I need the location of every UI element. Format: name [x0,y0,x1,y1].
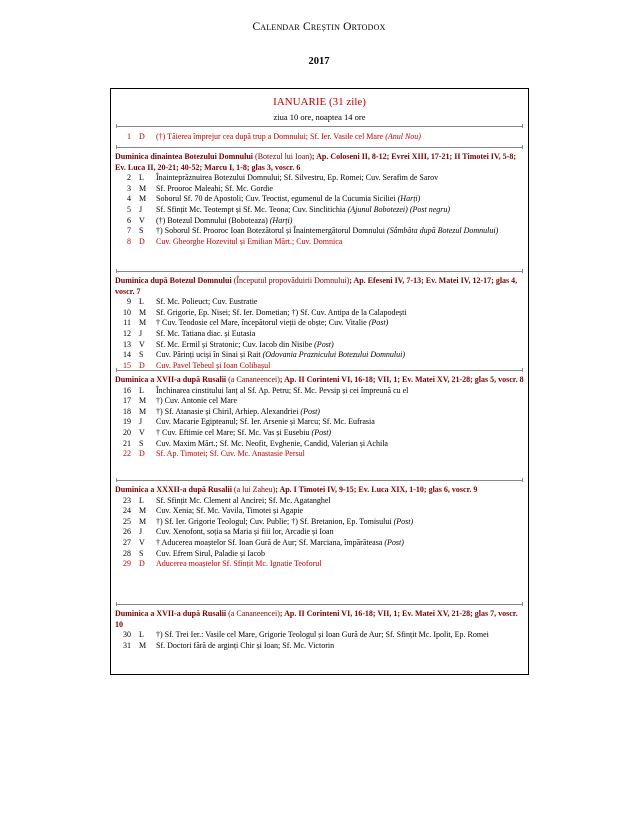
day-number: 2 [127,173,131,183]
day-row [115,173,524,184]
weekday: D [139,236,145,246]
day-number: 4 [127,194,131,204]
weekday: J [139,328,143,338]
day-text: † Cuv. Eftimie cel Mare; Sf. Mc. Vas și Eusebiu [156,427,312,437]
day-number: 15 [123,360,131,370]
day-note: (Harți) [269,215,293,225]
day-number: 13 [123,339,131,349]
day-number: 19 [123,417,131,427]
day-row [115,318,524,329]
day-note: (Post) [393,516,414,526]
day-text: (†) Tăierea împrejur cea după trup a Domnului; Sf. Ier. Vasile cel Mare [156,132,384,141]
weekday: M [139,406,147,416]
week-4 [115,485,524,570]
day-text: Sf. Prooroc Maleahi; Sf. Mc. Gordie [156,183,273,193]
day-text: †) Sf. Atanasie și Chiril, Arhiep. Alexandriei [156,406,301,416]
day-row [115,527,524,538]
weekday: V [139,215,145,225]
day-row [115,297,524,308]
day-row [115,132,524,143]
day-row [115,396,524,407]
weekday: V [139,339,145,349]
document-year: 2017 [308,56,330,67]
weekday: S [139,438,144,448]
day-note: (Anul Nou) [385,132,421,141]
day-number: 8 [127,236,131,246]
day-number: 6 [127,215,131,225]
day-number: 11 [123,318,131,328]
sunday-header: Duminica a XXXII-a după Rusalii (a lui Zaheu); Ap. I Timotei IV, 9-15; Ev. Luca XIX, 1-10; glas 6, voscr. 9 [115,485,478,494]
sunday-header: Duminica a XVII-a după Rusalii (a Cananeencei); Ap. II Corinteni VI, 16-18; VII, 1; Ev. Matei XV, 21-28; glas 7, voscr. 10 [115,609,518,629]
day-row [115,549,524,560]
day-text: Cuv. Pavel Tebeul și Ioan Colibașul [156,360,271,370]
week-3 [115,375,524,460]
weekday: S [139,226,144,236]
day-text: †) Sf. Ier. Grigorie Teologul; Cuv. Publie; †) Sf. Bretanion, Ep. Tomisului [156,516,394,526]
day-note: (Odovania Praznicului Botezului Domnului) [262,350,406,360]
day-number: 30 [123,630,131,640]
day-number: 26 [123,527,131,537]
day-text: Cuv. Efrem Sirul, Paladie și Iacob [156,548,266,558]
divider [116,480,523,481]
weekday: L [139,385,144,395]
day-number: 14 [123,350,131,360]
weekday: M [139,640,147,650]
day-text: Sf. Sfințit Mc. Clement al Ancirei; Sf. Mc. Agatanghel [156,495,331,505]
day-row [115,340,524,351]
day-row [115,226,524,237]
day-text: Aducerea moaștelor Sf. Sfințit Mc. Ignatie Teoforul [156,559,322,569]
day-row [115,559,524,570]
day-row [115,449,524,460]
day-row [115,538,524,549]
day-text: Cuv. Xenia; Sf. Mc. Vavila, Timotei și Agapie [156,506,304,516]
day-row [115,386,524,397]
weekday: M [139,516,147,526]
document-title: Calendar Creștin Ortodox [252,21,386,33]
day-note: (Post) [314,339,334,349]
day-number: 31 [123,640,131,650]
day-row [115,506,524,517]
weekday: L [139,173,144,183]
day-row [115,205,524,216]
day-number: 27 [123,537,131,547]
day-number: 12 [123,328,131,338]
day-row [115,184,524,195]
day-text: Cuv. Xenofont, soția sa Maria și fiii lor, Arcadie și Ioan [156,527,334,537]
day-number: 20 [123,427,131,437]
day-text: †) Cuv. Antonie cel Mare [156,396,238,406]
weekday: V [139,427,145,437]
day-number: 1 [127,132,131,141]
day-row [115,350,524,361]
day-text: †) Sf. Trei Ier.: Vasile cel Mare, Grigorie Teologul și Ioan Gură de Aur; Sf. Sfințit Mc. Ipolit, Ep. Romei [156,630,489,640]
month-header: IANUARIE (31 zile) [273,96,366,108]
day-number: 10 [123,307,131,317]
weekday: J [139,527,143,537]
weekday: D [139,360,145,370]
day-row [115,308,524,319]
week-5 [115,609,524,651]
divider [116,271,523,272]
day-text: Sf. Grigorie, Ep. Nisei; Sf. Ier. Dometian; †) Sf. Cuv. Antipa de la Calapodești [156,307,407,317]
day-text: (†) Botezul Domnului (Boboteaza) [156,215,270,225]
day-row-1 [115,132,524,143]
day-text: Cuv. Macarie Egipteanul; Sf. Ier. Arsenie și Marcu; Sf. Mc. Eufrasia [156,417,375,427]
sunday-header: Duminica după Botezul Domnului (Începutul propovăduirii Domnului); Ap. Efeseni IV, 7-13; Ev. Matei IV, 12-17; glas 4, voscr. 7 [115,276,518,296]
day-number: 25 [123,516,131,526]
weekday: L [139,630,144,640]
weekday: J [139,204,143,214]
day-row [115,439,524,450]
day-number: 17 [123,396,131,406]
divider [116,126,523,127]
day-number: 18 [123,406,131,416]
day-row [115,329,524,340]
divider [116,147,523,148]
weekday: M [139,194,147,204]
day-text: Sf. Doctori fără de arginți Chir și Ioan; Sf. Mc. Victorin [156,640,335,650]
day-note: (Ajunul Bobotezei) (Post negru) [347,204,451,214]
weekday: D [139,559,145,569]
day-note: (Post) [384,537,404,547]
day-number: 21 [123,438,131,448]
sunday-header: Duminica dinaintea Botezului Domnului (Botezul lui Ioan); Ap. Coloseni II, 8-12; Evrei XIII, 17-21; II Timotei IV, 5-8; Ev. Luca II, 20-21; 40-52; Marcu I, 1-8; glas 3, voscr. 6 [115,152,516,172]
day-text: Sf. Sfințit Mc. Teotempt și Sf. Mc. Teona; Cuv. Sinclitichia [156,204,348,214]
day-row [115,237,524,248]
weekday: S [139,350,144,360]
day-note: (Post) [300,406,320,416]
day-text: Cuv. Părinți uciși în Sinai și Rait [156,350,263,360]
divider [116,604,523,605]
day-text: Sf. Mc. Polieuct; Cuv. Eustratie [156,297,258,307]
weekday: D [139,449,145,459]
day-row [115,407,524,418]
day-row [115,517,524,528]
week-1 [115,152,524,247]
day-text: Înainteprăznuirea Botezului Domnului; Sf. Silvestru, Ep. Romei; Cuv. Serafim de Sarov [156,173,439,183]
day-text: Sf. Mc. Tatiana diac. și Eutasia [156,328,256,338]
day-text: Sf. Ap. Timotei; Sf. Cuv. Mc. Anastasie Persul [156,449,305,459]
weekday: D [139,132,145,141]
day-note: (Post) [311,427,332,437]
weekday: M [139,396,147,406]
day-number: 16 [123,385,131,395]
day-row [115,194,524,205]
day-number: 9 [127,297,131,307]
day-note: (Post) [368,318,389,328]
day-number: 22 [123,449,131,459]
day-text: Cuv. Maxim Mărt.; Sf. Mc. Neofit, Evghenie, Candid, Valerian și Achila [156,438,388,448]
weekday: M [139,318,147,328]
day-number: 5 [127,204,131,214]
weekday: V [139,537,145,547]
weekday: L [139,495,144,505]
divider [116,370,523,371]
day-number: 29 [123,559,131,569]
weekday: J [139,417,143,427]
day-number: 23 [123,495,131,505]
day-text: Cuv. Gheorghe Hozevitul și Emilian Mărt.; Cuv. Domnica [156,236,343,246]
day-text: Sf. Mc. Ermil și Stratonic; Cuv. Iacob din Nisibe [156,339,315,349]
day-note: (Harți) [397,194,421,204]
sunday-header: Duminica a XVII-a după Rusalii (a Cananeencei); Ap. II Corinteni VI, 16-18; VII, 1; Ev. Matei XV, 21-28; glas 5, voscr. 8 [115,375,524,384]
day-text: †) Soborul Sf. Prooroc Ioan Botezătorul și Înaintemergătorul Domnului [156,226,387,236]
month-subheader: ziua 10 ore, noaptea 14 ore [273,112,366,122]
day-number: 28 [123,548,131,558]
day-row [115,630,524,641]
day-number: 3 [127,183,131,193]
weekday: M [139,307,147,317]
calendar-frame [110,88,529,675]
day-row [115,496,524,507]
day-row [115,428,524,439]
day-text: Închinarea cinstitului lanț al Sf. Ap. Petru; Sf. Mc. Pevsip și cei împreună cu el [156,385,409,395]
day-text: † Cuv. Teodosie cel Mare, începătorul vieții de obște; Cuv. Vitalie [156,318,369,328]
day-row [115,216,524,227]
weekday: S [139,548,144,558]
day-number: 7 [127,226,131,236]
day-row [115,641,524,652]
week-2 [115,276,524,371]
day-number: 24 [123,506,131,516]
weekday: L [139,297,144,307]
day-note: (Sâmbăta după Botezul Domnului) [386,226,499,236]
day-text: Soborul Sf. 70 de Apostoli; Cuv. Teoctist, egumenul de la Cucumia Siciliei [156,194,398,204]
day-row [115,417,524,428]
day-text: † Aducerea moaștelor Sf. Ioan Gură de Aur; Sf. Marciana, împărăteasa [156,537,385,547]
weekday: M [139,506,147,516]
weekday: M [139,183,147,193]
